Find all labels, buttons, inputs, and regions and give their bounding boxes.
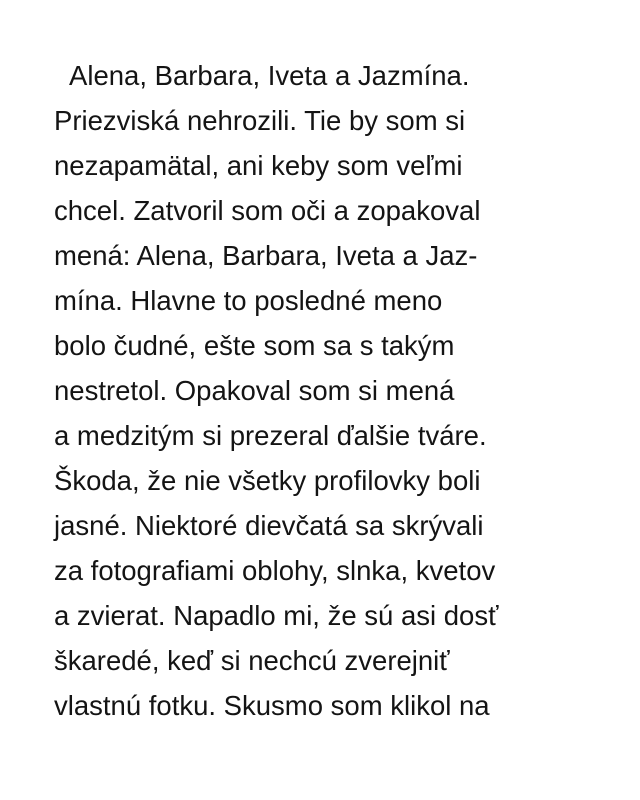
text-line-3: nezapamätal, ani keby som veľmi: [54, 150, 463, 181]
text-line-6: mína. Hlavne to posledné meno: [54, 285, 443, 316]
text-line-11: jasné. Niektoré dievčatá sa skrývali: [54, 510, 484, 541]
text-line-15: vlastnú fotku. Skusmo som klikol na: [54, 690, 490, 721]
text-line-2: Priezviská nehrozili. Tie by som si: [54, 105, 466, 136]
text-line-1: Alena, Barbara, Iveta a Jazmína.: [69, 60, 470, 91]
text-line-12: za fotografiami oblohy, slnka, kvetov: [54, 555, 496, 586]
text-line-4: chcel. Zatvoril som oči a zopakoval: [54, 195, 481, 226]
text-paragraph: [54, 53, 614, 728]
text-line-13: a zvierat. Napadlo mi, že sú asi dosť: [54, 600, 499, 631]
text-line-9: a medzitým si prezeral ďalšie tváre.: [54, 420, 487, 451]
text-line-5: mená: Alena, Barbara, Iveta a Jaz-: [54, 240, 478, 271]
text-line-8: nestretol. Opakoval som si mená: [54, 375, 455, 406]
text-line-7: bolo čudné, ešte som sa s takým: [54, 330, 455, 361]
text-line-10: Škoda, že nie všetky profilovky boli: [54, 465, 481, 496]
text-line-14: škaredé, keď si nechcú zverejniť: [54, 645, 450, 676]
